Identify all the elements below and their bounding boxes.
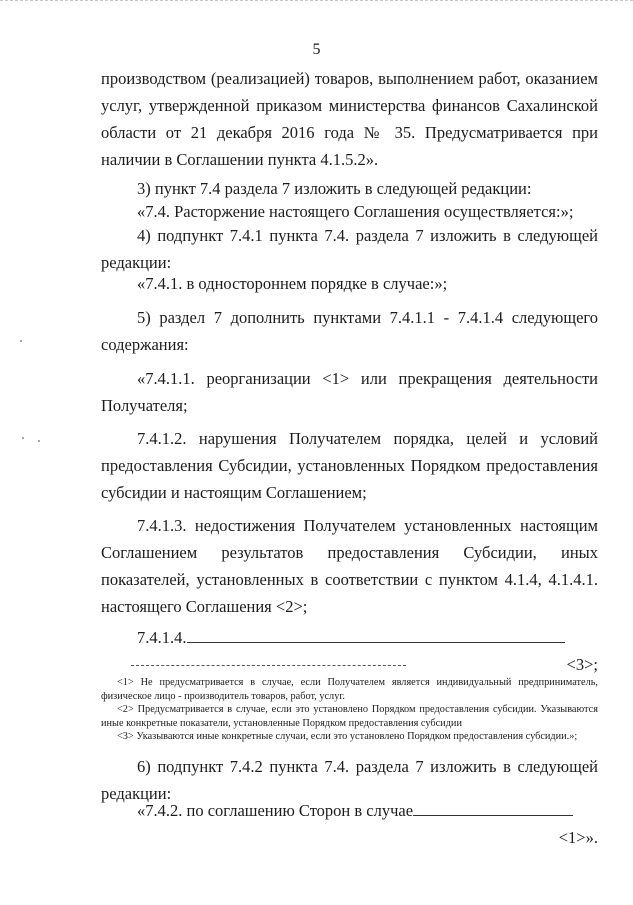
paragraph-4: 4) подпункт 7.4.1 пункта 7.4. раздела 7 изложить в следующей редакции: <box>101 226 598 272</box>
footnote-separator <box>131 665 406 666</box>
footnotes <box>101 676 598 744</box>
top-edge-line <box>0 0 633 2</box>
paragraph-6: 6) подпункт 7.4.2 пункта 7.4. раздела 7 изложить в следующей редакции: <box>101 757 598 803</box>
paragraph-7-4-1-text: «7.4.1. в одностороннем порядке в случае:»; <box>137 274 448 293</box>
item-7-4-2 <box>101 797 598 851</box>
item-7-4-1-2: 7.4.1.2. нарушения Получателем порядка, целей и условий предоставления Субсидии, установленных Порядком предоставления субсидии и настоящим Соглашением; <box>101 429 598 502</box>
item-7-4-1-1: «7.4.1.1. реорганизации <1> или прекращения деятельности Получателя; <box>101 369 598 415</box>
paragraph-3: 3) пункт 7.4 раздела 7 изложить в следующей редакции: <box>137 179 532 198</box>
scan-speck <box>20 340 22 342</box>
footnote-ref-1: <1>». <box>558 828 598 847</box>
footnote-3: <3> Указываются иные конкретные случаи, если это установлено Порядком предоставления субсидии.»; <box>117 731 578 742</box>
scan-speck <box>22 437 24 439</box>
footnote-2: <2> Предусматривается в случае, если это установлено Порядком предоставления субсидии. Указываются иные конкретные показатели, установленные Порядком предоставления субсидии <box>101 704 598 729</box>
item-7-4-1-4 <box>101 624 598 678</box>
scan-speck <box>38 440 40 442</box>
fill-in-blank-line <box>413 800 573 816</box>
item-7-4-2-text: «7.4.2. по соглашению Сторон в случае <box>137 801 414 820</box>
page-number: 5 <box>312 41 321 58</box>
fill-in-blank-line <box>187 627 565 643</box>
paragraph-5: 5) раздел 7 дополнить пунктами 7.4.1.1 - 7.4.1.4 следующего содержания: <box>101 308 598 354</box>
paragraph-7-4-text: «7.4. Расторжение настоящего Соглашения осуществляется:»; <box>137 202 574 221</box>
footnote-1: <1> Не предусматривается в случае, если Получателем является индивидуальный предприниматель, физическое лицо - производитель товаров, работ, услуг. <box>101 677 598 702</box>
continuation-paragraph: производством (реализацией) товаров, выполнением работ, оказанием услуг, утвержденной приказом министерства финансов Сахалинской области от 21 декабря 2016 года № 35. Предусматривается при наличии в Соглашении пункта 4.1.5.2». <box>101 69 598 169</box>
item-7-4-1-4-label: 7.4.1.4. <box>137 628 187 647</box>
footnote-ref-3: <3>; <box>566 655 598 674</box>
item-7-4-1-3: 7.4.1.3. недостижения Получателем установленных настоящим Соглашением результатов предоставления Субсидии, иных показателей, установленных в соответствии с пунктом 4.1.4, 4.1.4.1. настоящего Соглашения <2>; <box>101 516 598 616</box>
